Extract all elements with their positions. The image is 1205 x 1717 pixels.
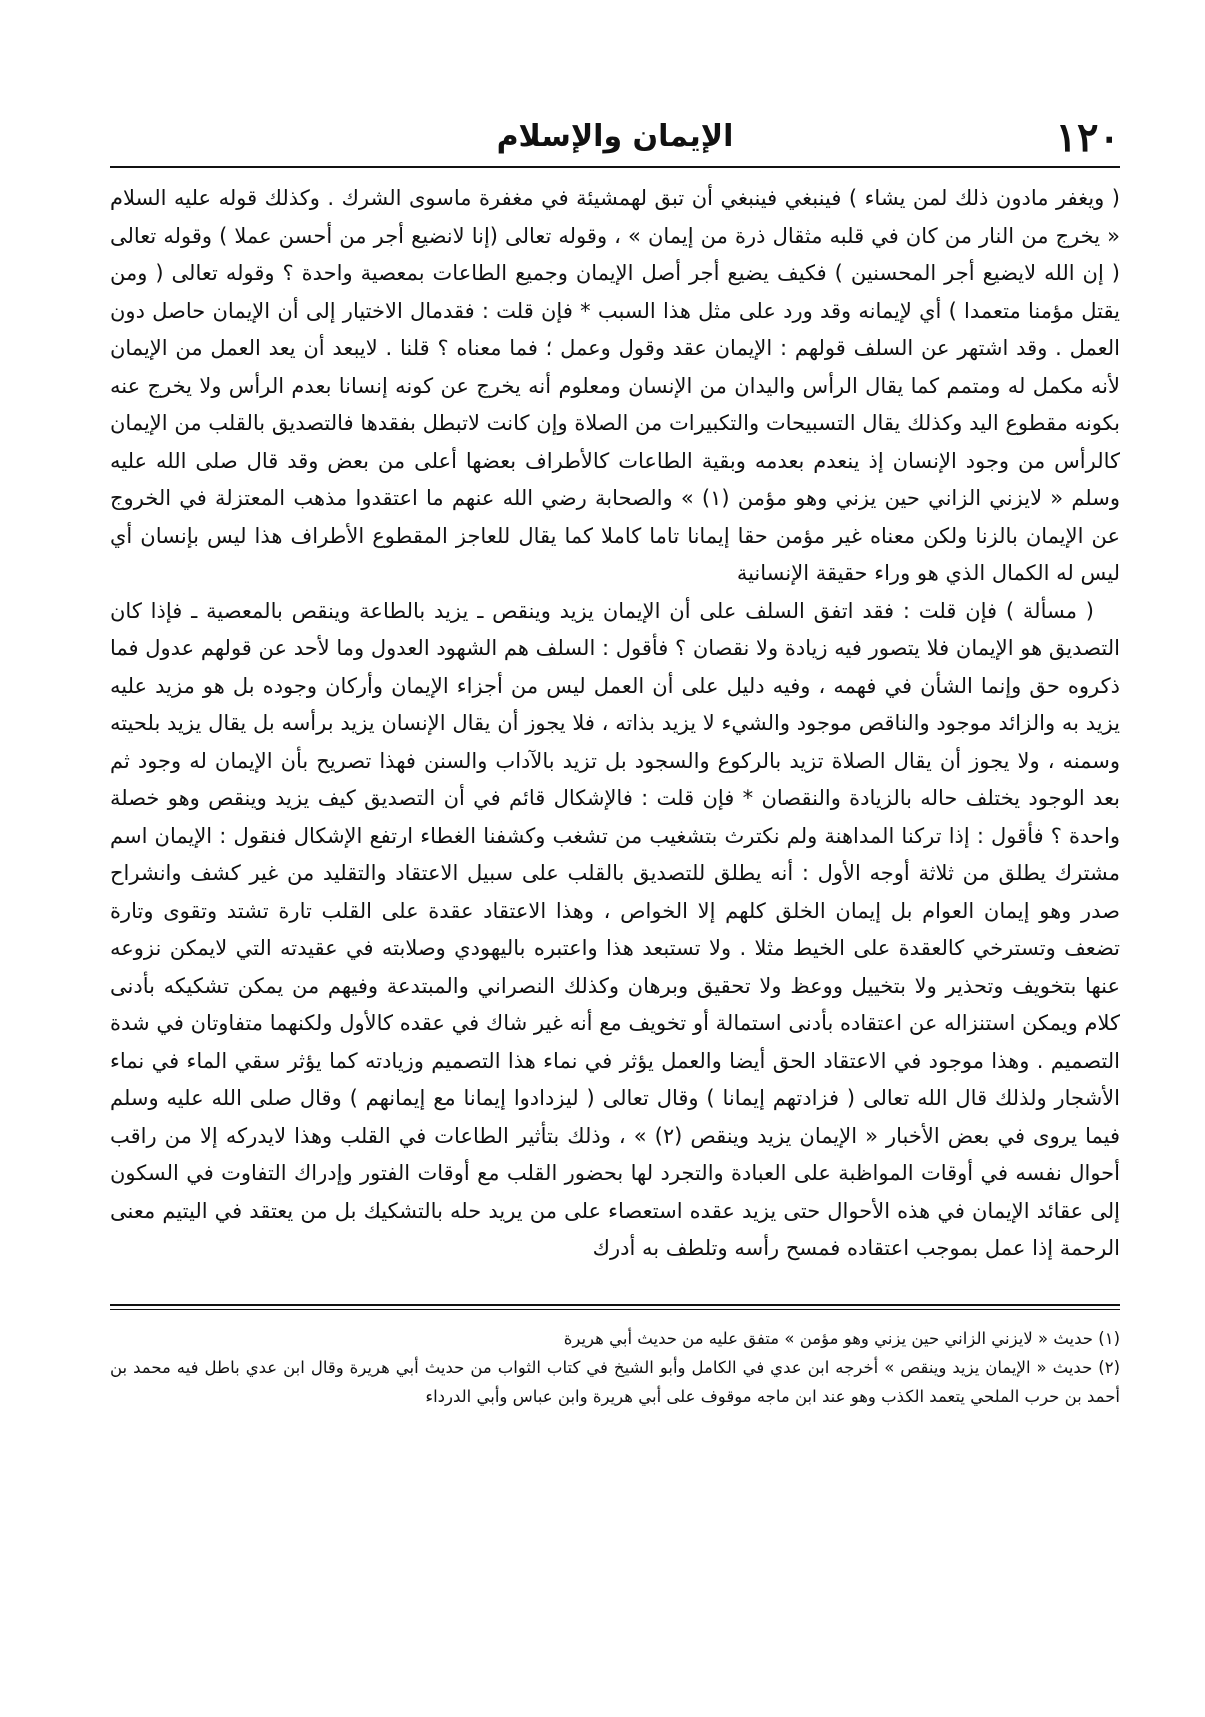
footnote: (٢) حديث « الإيمان يزيد وينقص » أخرجه ابن عدي في الكامل وأبو الشيخ في كتاب الثواب من حديث أبي هريرة وقال ابن عدي باطل فيه محمد بن أحمد بن حرب الملحي يتعمد الكذب وهو عند ابن ماجه موقوف على أبي هريرة وابن عباس وأبي الدرداء [110,1357,1120,1406]
book-page [110,100,1120,1660]
paragraph: ( مسألة ) فإن قلت : فقد اتفق السلف على أن الإيمان يزيد وينقص ـ يزيد بالطاعة وينقص بالمعصية ـ فإذا كان التصديق هو الإيمان فلا يتصور فيه زيادة ولا نقصان ؟ فأقول : السلف هم الشهود العدول وما لأحد عن قولهم عدول فما ذكروه حق وإنما الشأن في فهمه ، وفيه دليل على أن العمل ليس من أجزاء الإيمان وأركان وجوده بل هو مزيد عليه يزيد به والزائد موجود والناقص موجود والشيء لا يزيد بذاته ، فلا يجوز أن يقال الإنسان يزيد برأسه بل يقال يزيد بلحيته وسمنه ، ولا يجوز أن يقال الصلاة تزيد بالركوع والسجود بل تزيد بالآداب والسنن فهذا تصريح بأن الإيمان له وجود ثم بعد الوجود يختلف حاله بالزيادة والنقصان * فإن قلت : فالإشكال قائم في أن التصديق كيف يزيد وينقص وهو خصلة واحدة ؟ فأقول : إذا تركنا المداهنة ولم نكترث بتشغيب من تشغب وكشفنا الغطاء ارتفع الإشكال فنقول : الإيمان اسم مشترك يطلق من ثلاثة أوجه الأول : أنه يطلق للتصديق بالقلب على سبيل الاعتقاد والتقليد من غير كشف وانشراح صدر وهو إيمان العوام بل إيمان الخلق كلهم إلا الخواص ، وهذا الاعتقاد عقدة على القلب تارة تشتد وتقوى وتارة تضعف وتسترخي كالعقدة على الخيط مثلا . ولا تستبعد هذا واعتبره باليهودي وصلابته في عقيدته التي لايمكن نزوعه عنها بتخويف وتحذير ولا بتخييل ووعظ ولا تحقيق وبرهان وكذلك النصراني والمبتدعة وفيهم من يمكن تشكيكه بأدنى كلام ويمكن استنزاله عن اعتقاده بأدنى استمالة أو تخويف مع أنه غير شاك في عقده كالأول ولكنهما متفاوتان في شدة التصميم . وهذا موجود في الاعتقاد الحق أيضا والعمل يؤثر في نماء هذا التصميم وزيادته كما يؤثر سقي الماء في نماء الأشجار ولذلك قال الله تعالى ( فزادتهم إيمانا ) وقال تعالى ( ليزدادوا إيمانا مع إيمانهم ) وقال صلى الله عليه وسلم فيما يروى في بعض الأخبار « الإيمان يزيد وينقص (٢) » ، وذلك بتأثير الطاعات في القلب وهذا لايدركه إلا من راقب أحوال نفسه في أوقات المواظبة على العبادة والتجرد لها بحضور القلب مع أوقات الفتور وإدراك التفاوت في السكون إلى عقائد الإيمان في هذه الأحوال حتى يزيد عقده استعصاء على من يريد حله بالتشكيك بل من يعتقد في اليتيم معنى الرحمة إذا عمل بموجب اعتقاده فمسح رأسه وتلطف به أدرك [110,598,1121,1260]
main-text [110,180,1120,1268]
footnote-rule-thin [110,1309,1120,1310]
running-header [110,100,1120,172]
footnote-separator [110,1304,1120,1310]
paragraph: ( ويغفر مادون ذلك لمن يشاء ) فينبغي فينبغي أن تبق لهمشيئة في مغفرة ماسوى الشرك . وكذلك قوله عليه السلام « يخرج من النار من كان في قلبه مثقال ذرة من إيمان » ، وقوله تعالى (إنا لانضيع أجر من أحسن عملا ) وقوله تعالى ( إن الله لايضيع أجر المحسنين ) فكيف يضيع أجر أصل الإيمان وجميع الطاعات بمعصية واحدة ؟ وقوله تعالى ( ومن يقتل مؤمنا متعمدا ) أي لإيمانه وقد ورد على مثل هذا السبب * فإن قلت : فقدمال الاختيار إلى أن الإيمان حاصل دون العمل . وقد اشتهر عن السلف قولهم : الإيمان عقد وقول وعمل ؛ فما معناه ؟ قلنا . لايبعد أن يعد العمل من الإيمان لأنه مكمل له ومتمم كما يقال الرأس واليدان من الإنسان ومعلوم أنه يخرج عن كونه إنسانا بعدم الرأس ولا يخرج عنه بكونه مقطوع اليد وكذلك يقال التسبيحات والتكبيرات من الصلاة وإن كانت لاتبطل بفقدها فالتصديق بالقلب من الإيمان كالرأس من وجود الإنسان إذ ينعدم بعدمه وبقية الطاعات كالأطراف بعضها أعلى من بعض وقد قال صلى الله عليه وسلم « لايزني الزاني حين يزني وهو مؤمن (١) » والصحابة رضي الله عنهم ما اعتقدوا مذهب المعتزلة في الخروج عن الإيمان بالزنا ولكن معناه غير مؤمن حقا إيمانا تاما كاملا كما يقال للعاجز المقطوع الأطراف هذا ليس بإنسان أي ليس له الكمال الذي هو وراء حقيقة الإنسانية [110,186,1120,585]
page-number: ١٢٠ [1055,114,1120,161]
header-rule [110,166,1120,168]
footnote: (١) حديث « لايزني الزاني حين يزني وهو مؤمن » متفق عليه من حديث أبي هريرة [563,1328,1120,1348]
footnotes [110,1324,1120,1411]
footnote-rule-thick [110,1304,1120,1306]
running-title: الإيمان والإسلام [496,119,734,154]
